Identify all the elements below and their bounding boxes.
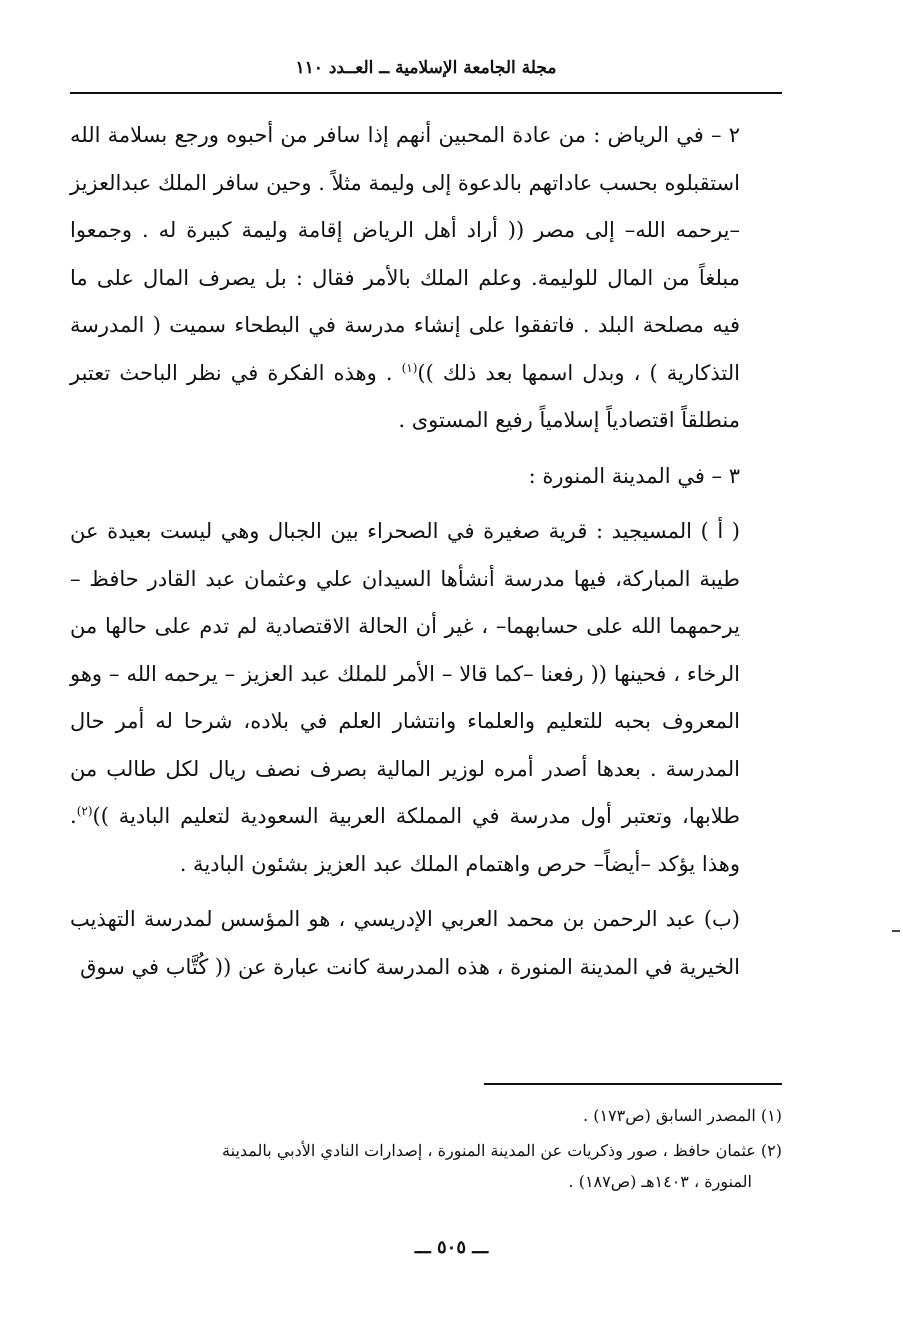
paragraph-riyadh-text: ٢ – في الرياض : من عادة المحبين أنهم إذا سافر من أحبوه ورجع بسلامة الله استقبلوه بحسب عاداتهم بالدعوة إلى وليمة مثلاً . وحين سافر الملك عبدالعزيز –يرحمه الله– إلى مصر (( أراد أهل الرياض إقامة وليمة كبيرة له . وجمعوا مبلغاً من المال للوليمة. وعلم الملك بالأمر فقال : بل يصرف المال على ما فيه مصلحة البلد . فاتفقوا على إنشاء مدرسة في البطحاء سميت ( المدرسة التذكارية ) ، وبدل اسمها بعد ذلك )) (70, 123, 740, 385)
footnote-1: (١) المصدر السابق (ص١٧٣) . (583, 1106, 782, 1125)
paragraph-riyadh (70, 112, 782, 445)
footnote-2-line-1: (٢) عثمان حافظ ، صور وذكريات عن المدينة المنورة ، إصدارات النادي الأدبي بالمدينة (222, 1141, 782, 1160)
main-text (70, 112, 782, 999)
header-rule (70, 92, 782, 94)
running-header: مجلة الجامعة الإسلامية ــ العــدد ١١٠ (295, 58, 557, 78)
paragraph-riyadh-end: . وهذه الفكرة في نظر الباحث تعتبر منطلقاً اقتصادياً إسلامياً رفيع المستوى . (70, 360, 740, 432)
paragraph-musayjid-text: ( أ ) المسيجيد : قرية صغيرة في الصحراء بين الجبال وهي ليست بعيدة عن طيبة المباركة، فيها مدرسة أنشأها السيدان علي وعثمان عبد القادر حافظ –يرحمهما الله على حسابهما– ، غير أن الحالة الاقتصادية لم تدم على حالها من الرخاء ، فحينها (( رفعنا –كما قالا – الأمر للملك عبد العزيز – يرحمه الله – وهو المعروف بحبه للتعليم والعلماء وانتشار العلم في بلاده، شرحا له أمر حال المدرسة . بعدها أصدر أمره لوزير المالية بصرف نصف ريال لكل طالب من طلابها، وتعتبر أول مدرسة في المملكة العربية السعودية لتعليم البادية )) (70, 519, 740, 828)
footnote-rule (484, 1083, 782, 1085)
page-number: ـــ ٥٠٥ ـــ (414, 1237, 489, 1258)
footnote-ref-1[interactable]: (١) (401, 360, 418, 375)
footnotes (70, 1100, 782, 1201)
section-heading-madinah: ٣ – في المدينة المنورة : (528, 463, 740, 488)
margin-mark (892, 930, 900, 932)
paragraph-musayjid (70, 508, 782, 888)
paragraph-idrisi: (ب) عبد الرحمن بن محمد العربي الإدريسي ، هو المؤسس لمدرسة التهذيب الخيرية في المدينة المنورة ، هذه المدرسة كانت عبارة عن (( كُتَّاب في سوق (70, 907, 740, 979)
footnote-ref-2[interactable]: (٢) (76, 804, 93, 818)
footnote-2-line-2: المنورة ، ١٤٠٣هـ (ص١٨٧) . (568, 1172, 752, 1191)
footnote-2 (70, 1135, 782, 1197)
paragraph-musayjid-end: . وهذا يؤكد –أيضاً– حرص واهتمام الملك عبد العزيز بشئون البادية . (70, 804, 740, 876)
